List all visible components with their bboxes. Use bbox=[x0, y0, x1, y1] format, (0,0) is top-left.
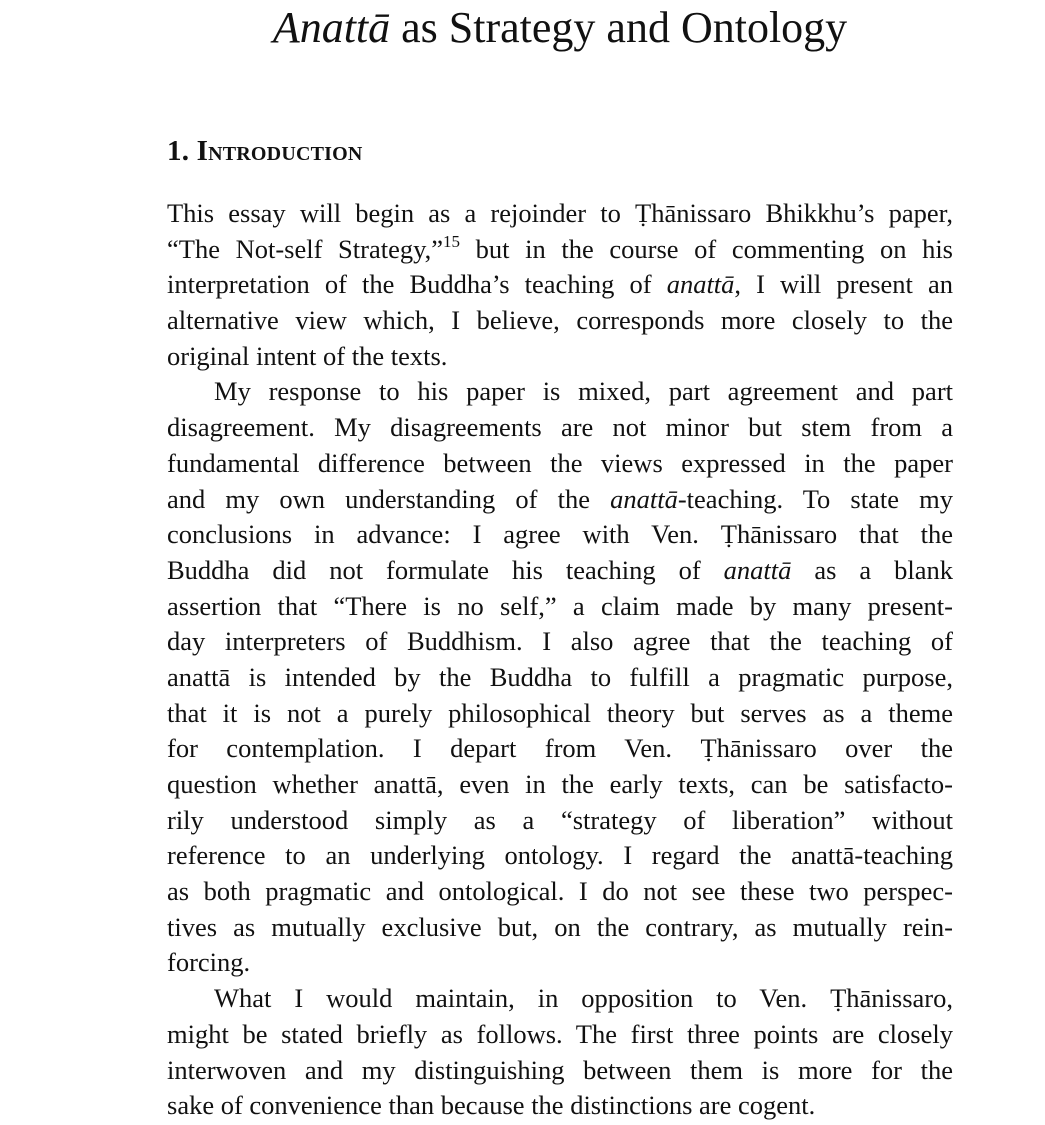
text-line: question whether anattā, even in the early texts, can be satisfacto- bbox=[167, 769, 953, 799]
text-line: assertion that “There is no self,” a claim made by many present- bbox=[167, 590, 953, 621]
text-line: interwoven and my distinguishing between them is more for the bbox=[167, 1054, 953, 1085]
text-line: alternative view which, I believe, corresponds more closely to the bbox=[167, 305, 953, 336]
text-line: original intent of the texts. bbox=[167, 340, 448, 371]
text-line: tives as mutually exclusive but, on the contrary, as mutually rein- bbox=[167, 911, 953, 942]
text-line: anattā is intended by the Buddha to fulfill a pragmatic purpose, bbox=[167, 661, 953, 692]
footnote-marker[interactable]: 15 bbox=[443, 231, 461, 251]
paragraph-2 bbox=[167, 374, 953, 981]
text-line: day interpreters of Buddhism. I also agree that the teaching of bbox=[167, 626, 953, 657]
text-line: What I would maintain, in opposition to Ven. Ṭhānissaro, bbox=[214, 983, 953, 1014]
text-line: as both pragmatic and ontological. I do not see these two perspec- bbox=[167, 876, 953, 907]
text-line: My response to his paper is mixed, part agreement and part bbox=[214, 376, 953, 407]
text-line: “The Not-self Strategy,”$^{15}$ but in the course of commenting on his bbox=[167, 231, 953, 264]
text-line: fundamental difference between the views expressed in the paper bbox=[167, 447, 953, 478]
text-line: that it is not a purely philosophical theory but serves as a theme bbox=[167, 697, 953, 728]
paragraph-1 bbox=[167, 196, 953, 374]
paragraph-3 bbox=[167, 981, 953, 1124]
title-italic-part: Anattā bbox=[272, 3, 391, 52]
text-line: forcing. bbox=[167, 947, 251, 978]
text-line: Buddha did not formulate his teaching of anattā as a blank bbox=[167, 554, 954, 585]
text-line: disagreement. My disagreements are not minor but stem from a bbox=[167, 412, 953, 443]
section-number: 1. bbox=[167, 135, 190, 167]
text-line: This essay will begin as a rejoinder to Ṭhānissaro Bhikkhu’s paper, bbox=[167, 198, 953, 228]
section-heading bbox=[167, 133, 363, 169]
text-line: sake of convenience than because the distinctions are cogent. bbox=[167, 1090, 816, 1121]
text-line: for contemplation. I depart from Ven. Ṭhānissaro over the bbox=[167, 733, 953, 764]
text-line: might be stated briefly as follows. The first three points are closely bbox=[167, 1018, 953, 1049]
title-rest: as Strategy and Ontology bbox=[390, 3, 848, 52]
text-line: rily understood simply as a “strategy of liberation” without bbox=[167, 804, 953, 835]
document-title bbox=[0, 0, 1045, 56]
text-line: conclusions in advance: I agree with Ven. Ṭhānissaro that the bbox=[167, 519, 953, 550]
text-line: interpretation of the Buddha’s teaching of anattā, I will present an bbox=[167, 269, 953, 300]
section-title: Introduction bbox=[196, 135, 363, 167]
text-line: and my own understanding of the anattā-teaching. To state my bbox=[167, 483, 953, 514]
text-line: reference to an underlying ontology. I regard the anattā-teaching bbox=[167, 840, 953, 871]
body-text bbox=[167, 196, 953, 1124]
